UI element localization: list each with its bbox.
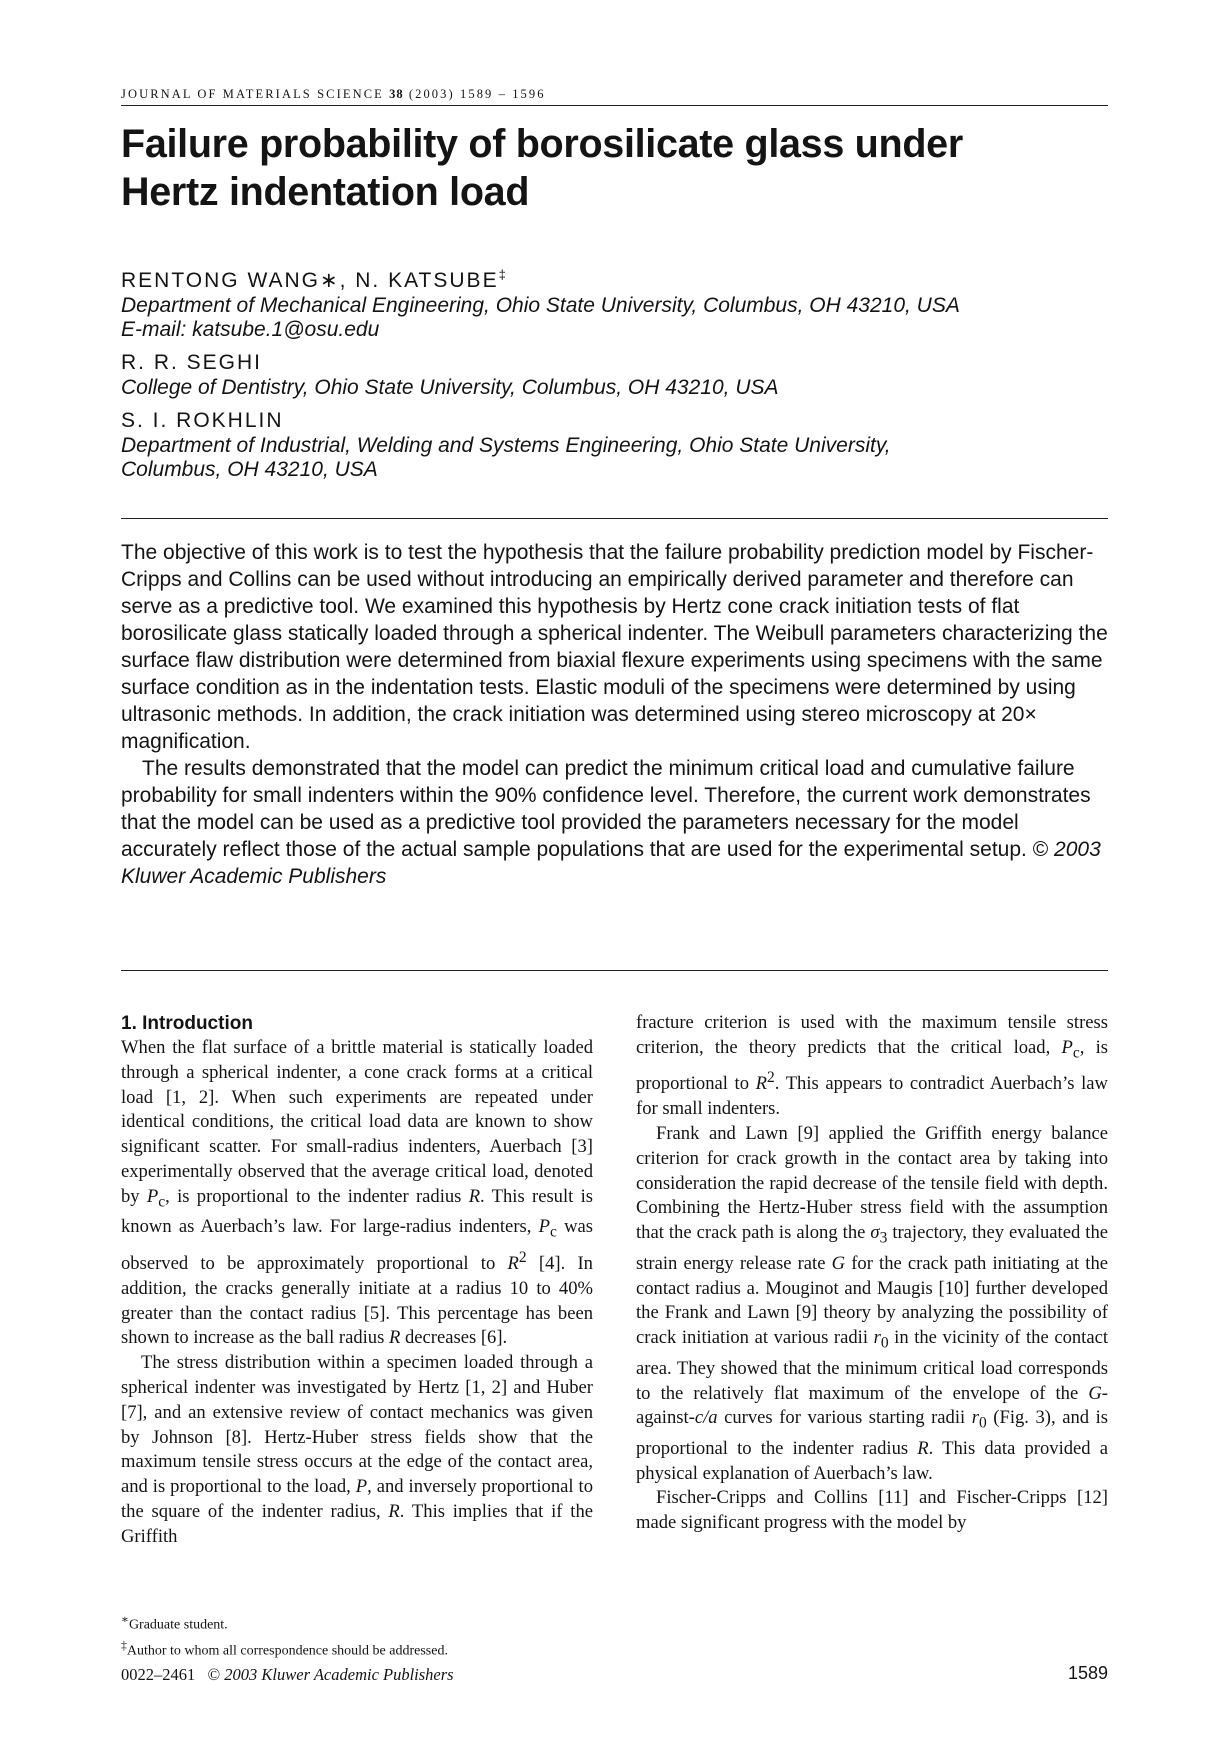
abstract xyxy=(121,539,1108,890)
journal-year-pages: (2003) 1589 – 1596 xyxy=(408,87,546,101)
footer-left xyxy=(121,1665,454,1685)
right-paragraph-3: Fischer-Cripps and Collins [11] and Fischer-Cripps [12] made significant progress with the model by xyxy=(636,1487,1108,1534)
abstract-paragraph-2-text: The results demonstrated that the model can predict the minimum critical load and cumulative failure probability for small indenters within the 90% confidence level. Therefore, the current work demonstrates that the model can be used as a predictive tool provided the parameters necessary for the model accurately reflect those of the actual sample populations that are used for the experimental setup. xyxy=(121,757,1091,861)
intro-paragraph-2: The stress distribution within a specimen loaded through a spherical indenter was investigated by Hertz [1, 2] and Huber [7], and an extensive review of contact mechanics was given by Johnson [8]. Hertz-Huber stress fields show that the maximum tensile stress occurs at the edge of the contact area, and is proportional to the load, P, and inversely proportional to the square of the indenter radius, R. This implies that if the Griffith xyxy=(121,1352,593,1547)
affiliation-3-line-2: Columbus, OH 43210, USA xyxy=(121,458,378,481)
journal-volume: 38 xyxy=(389,87,404,101)
copyright-symbol: © xyxy=(1032,838,1049,861)
issn: 0022–2461 xyxy=(121,1665,196,1684)
title-line-2: Hertz indentation load xyxy=(121,170,530,214)
abstract-top-rule xyxy=(121,518,1108,519)
abstract-bottom-rule xyxy=(121,970,1108,971)
journal-name: JOURNAL OF MATERIALS SCIENCE xyxy=(121,87,384,101)
affiliation-3-line-1: Department of Industrial, Welding and Systems Engineering, Ohio State University, xyxy=(121,434,891,457)
author-names-2: R. R. SEGHI xyxy=(121,351,263,374)
journal-page xyxy=(121,0,1108,1748)
running-head xyxy=(121,87,546,102)
author-names-1-text: RENTONG WANG∗, N. KATSUBE xyxy=(121,269,499,292)
section-heading: 1. Introduction xyxy=(121,1013,253,1034)
author-email: E-mail: katsube.1@osu.edu xyxy=(121,318,380,341)
title-line-1: Failure probability of borosilicate glass under xyxy=(121,122,963,166)
author-mark: ‡ xyxy=(498,267,506,282)
paper-title xyxy=(121,120,1108,216)
right-paragraph-1: fracture criterion is used with the maximum tensile stress criterion, the theory predicts that the critical load, $P_c$, is proportional to $R^2$. This appears to contradict Auerbach’s law for small indenters. xyxy=(636,1012,1109,1120)
footer-copyright-symbol: © xyxy=(207,1665,221,1684)
left-column xyxy=(121,1011,593,1550)
intro-paragraph-1: When the flat surface of a brittle material is statically loaded through a spherical indenter, a cone crack forms at a critical load [1, 2]. When such experiments are repeated under identical conditions, the critical load data are known to show significant scatter. For small-radius indenters, Auerbach [3] experimentally observed that the average critical load, denoted by $P_c$, is proportional to the indenter radius R. This result is known as Auerbach’s law. For large-radius indenters, $P_c$ was observed to be approximately proportional to $R^2$ [4]. In addition, the cracks generally initiate at a radius 10 to 40% greater than the contact radius [5]. This percentage has been shown to increase as the ball radius R decreases [6]. xyxy=(121,1037,593,1349)
page-number: 1589 xyxy=(1067,1663,1108,1683)
abstract-copyright: 2003 Kluwer Academic Publishers xyxy=(121,838,1101,888)
right-paragraph-2: Frank and Lawn [9] applied the Griffith energy balance criterion for crack growth in the contact area by taking into consideration the rapid decrease of the tensile field with depth. Combining the Hertz-Huber stress field with the assumption that the crack path is along the $\sigma_3$ trajectory, they evaluated the strain energy release rate G for the crack path initiating at the contact radius a. Mouginot and Maugis [10] further developed the Frank and Lawn [9] theory by analyzing the possibility of crack initiation at various radii $r_0$ in the vicinity of the contact area. They showed that the minimum critical load corresponds to the relatively flat maximum of the envelope of the G-against-c/a curves for various starting radii $r_0$ (Fig. 3), and is proportional to the indenter radius R. This data provided a physical explanation of Auerbach’s law. xyxy=(636,1123,1109,1484)
author-names-1 xyxy=(121,262,1108,294)
footnote-1: ∗Graduate student. xyxy=(121,1613,228,1633)
right-column xyxy=(636,1011,1108,1536)
affiliation-1: Department of Mechanical Engineering, Ohio State University, Columbus, OH 43210, USA xyxy=(121,294,960,317)
footnotes xyxy=(121,1610,448,1661)
header-rule xyxy=(121,105,1108,106)
affiliation-2: College of Dentistry, Ohio State University, Columbus, OH 43210, USA xyxy=(121,376,779,399)
footer-publisher: 2003 Kluwer Academic Publishers xyxy=(224,1665,454,1684)
author-block xyxy=(121,262,1108,482)
abstract-paragraph-1: The objective of this work is to test the hypothesis that the failure probability prediction model by Fischer-Cripps and Collins can be used without introducing an empirically derived parameter and therefore can serve as a predictive tool. We examined this hypothesis by Hertz cone crack initiation tests of flat borosilicate glass statically loaded through a spherical indenter. The Weibull parameters characterizing the surface flaw distribution were determined from biaxial flexure experiments using specimens with the same surface condition as in the indentation tests. Elastic moduli of the specimens were determined by using ultrasonic methods. In addition, the crack initiation was determined using stereo microscopy at 20× magnification. xyxy=(121,541,1108,753)
author-names-3: S. I. ROKHLIN xyxy=(121,409,284,432)
abstract-paragraph-2 xyxy=(121,755,1108,890)
footnote-2: ‡Author to whom all correspondence should be addressed. xyxy=(121,1638,448,1659)
